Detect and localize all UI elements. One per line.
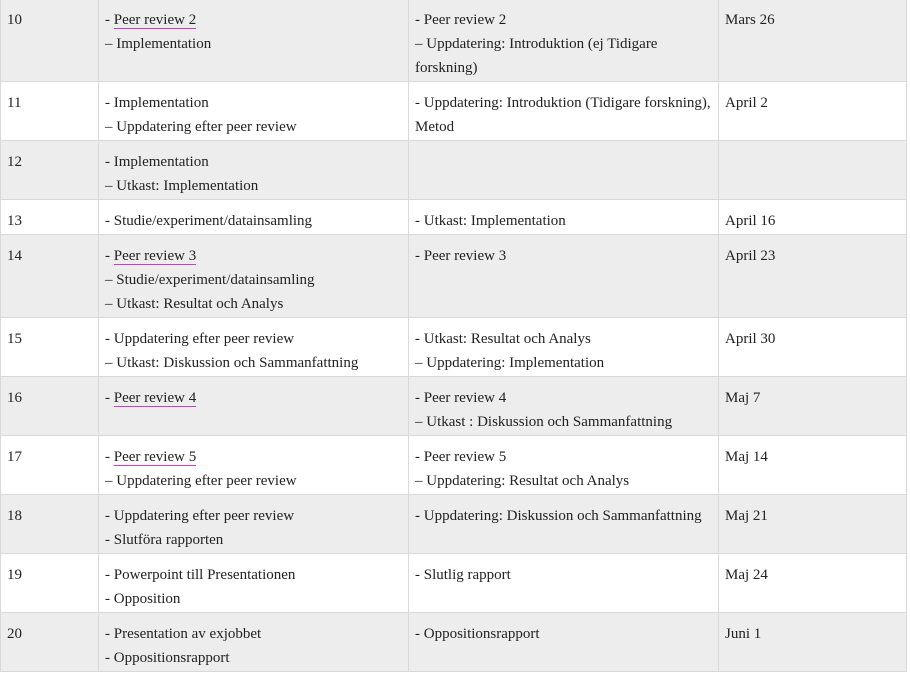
deliverables-cell — [409, 318, 719, 377]
week-number-cell: 11 — [1, 82, 99, 141]
bullet-prefix: - — [415, 390, 424, 406]
due-date-cell: Maj 7 — [719, 377, 907, 436]
table-row — [1, 495, 907, 554]
item-text: Uppdatering: Diskussion och Sammanfattning — [423, 508, 702, 524]
item-text: Uppdatering efter peer review — [113, 508, 295, 524]
due-date-cell: Maj 21 — [719, 495, 907, 554]
bullet-prefix: - — [415, 12, 424, 28]
task-item — [105, 528, 402, 552]
due-date-cell: April 2 — [719, 82, 907, 141]
task-item — [105, 292, 402, 316]
item-text: Utkast: Resultat och Analys — [116, 296, 284, 312]
bullet-prefix: – — [415, 473, 427, 489]
task-item — [105, 209, 402, 233]
bullet-prefix: - — [105, 532, 114, 548]
task-item — [105, 174, 402, 198]
deliverables-cell — [409, 495, 719, 554]
item-text: Peer review 5 — [423, 449, 507, 465]
item-text: Slutlig rapport — [423, 567, 511, 583]
bullet-prefix: - — [415, 95, 424, 111]
due-date-cell: Juni 1 — [719, 613, 907, 672]
task-item — [105, 445, 402, 469]
week-number-cell: 14 — [1, 235, 99, 318]
item-text: Utkast: Diskussion och Sammanfattning — [116, 355, 359, 371]
item-text: Utkast: Implementation — [423, 213, 566, 229]
item-text: Slutföra rapporten — [113, 532, 224, 548]
week-number-cell: 13 — [1, 200, 99, 235]
bullet-prefix: - — [415, 248, 424, 264]
task-item — [105, 32, 402, 56]
item-text: Utkast: Resultat och Analys — [423, 331, 591, 347]
deliverable-item — [415, 327, 712, 351]
bullet-prefix: – — [105, 473, 117, 489]
deliverable-item — [415, 469, 712, 493]
table-row — [1, 0, 907, 82]
item-text: Uppdatering efter peer review — [116, 119, 297, 135]
table-row — [1, 235, 907, 318]
due-date-cell: Maj 14 — [719, 436, 907, 495]
task-item — [105, 587, 402, 611]
item-text: Peer review 3 — [423, 248, 507, 264]
deliverable-item — [415, 622, 712, 646]
deliverable-item — [415, 209, 712, 233]
item-text: Uppdatering: Resultat och Analys — [426, 473, 630, 489]
bullet-prefix: - — [105, 213, 114, 229]
item-text: Implementation — [116, 36, 212, 52]
bullet-prefix: – — [105, 119, 117, 135]
tasks-cell — [99, 495, 409, 554]
bullet-prefix: – — [105, 296, 117, 312]
item-text: Peer review 4 — [423, 390, 507, 406]
deliverable-item — [415, 351, 712, 375]
item-text: Oppositionsrapport — [423, 626, 540, 642]
table-row — [1, 436, 907, 495]
tasks-cell — [99, 377, 409, 436]
deliverable-item — [415, 386, 712, 410]
item-text: Uppdatering: Introduktion (Tidigare forskning), Metod — [415, 95, 711, 135]
deliverable-item — [415, 504, 712, 528]
bullet-prefix: – — [105, 272, 117, 288]
bullet-prefix: - — [105, 95, 114, 111]
deliverable-item — [415, 91, 712, 139]
deliverable-item — [415, 410, 712, 434]
item-text: Uppdatering efter peer review — [113, 331, 295, 347]
item-text: Peer review 2 — [423, 12, 507, 28]
task-item — [105, 244, 402, 268]
peer-review-link[interactable]: Peer review 4 — [113, 390, 197, 406]
task-item — [105, 268, 402, 292]
bullet-prefix: - — [415, 213, 424, 229]
peer-review-link[interactable]: Peer review 2 — [113, 12, 197, 28]
deliverables-cell — [409, 141, 719, 200]
week-number-cell: 18 — [1, 495, 99, 554]
bullet-prefix: - — [415, 567, 424, 583]
deliverable-item — [415, 563, 712, 587]
item-text: Utkast: Implementation — [116, 178, 259, 194]
bullet-prefix: - — [415, 449, 424, 465]
task-item — [105, 469, 402, 493]
bullet-prefix: - — [105, 591, 114, 607]
bullet-prefix: - — [105, 331, 114, 347]
due-date-cell — [719, 141, 907, 200]
task-item — [105, 622, 402, 646]
item-text: Implementation — [113, 154, 209, 170]
tasks-cell — [99, 318, 409, 377]
bullet-prefix: - — [105, 650, 114, 666]
bullet-prefix: – — [415, 355, 427, 371]
deliverables-cell — [409, 200, 719, 235]
peer-review-link[interactable]: Peer review 5 — [113, 449, 197, 465]
deliverables-cell — [409, 436, 719, 495]
deliverables-cell — [409, 613, 719, 672]
due-date-cell: Mars 26 — [719, 0, 907, 82]
task-item — [105, 646, 402, 670]
item-text: Powerpoint till Presentationen — [113, 567, 296, 583]
item-text: Implementation — [113, 95, 209, 111]
peer-review-link[interactable]: Peer review 3 — [113, 248, 197, 264]
week-number-cell: 16 — [1, 377, 99, 436]
task-item — [105, 91, 402, 115]
bullet-prefix: – — [415, 36, 427, 52]
table-row — [1, 318, 907, 377]
bullet-prefix: - — [105, 567, 114, 583]
bullet-prefix: - — [415, 331, 424, 347]
deliverable-item — [415, 244, 712, 268]
tasks-cell — [99, 554, 409, 613]
bullet-prefix: – — [105, 36, 117, 52]
week-number-cell: 19 — [1, 554, 99, 613]
due-date-cell: Maj 24 — [719, 554, 907, 613]
week-number-cell: 20 — [1, 613, 99, 672]
bullet-prefix: - — [105, 390, 114, 406]
due-date-cell: April 23 — [719, 235, 907, 318]
schedule-body — [1, 0, 907, 672]
bullet-prefix: – — [105, 355, 117, 371]
item-text: Opposition — [113, 591, 181, 607]
bullet-prefix: - — [105, 508, 114, 524]
bullet-prefix: - — [105, 248, 114, 264]
deliverable-item — [415, 8, 712, 32]
week-number-cell: 12 — [1, 141, 99, 200]
deliverables-cell — [409, 82, 719, 141]
deliverable-item — [415, 32, 712, 80]
bullet-prefix: - — [105, 12, 114, 28]
tasks-cell — [99, 235, 409, 318]
due-date-cell: April 16 — [719, 200, 907, 235]
tasks-cell — [99, 141, 409, 200]
task-item — [105, 8, 402, 32]
bullet-prefix: - — [105, 449, 114, 465]
item-text: Studie/experiment/datainsamling — [116, 272, 315, 288]
table-row — [1, 554, 907, 613]
table-row — [1, 200, 907, 235]
bullet-prefix: – — [415, 414, 427, 430]
tasks-cell — [99, 82, 409, 141]
deliverables-cell — [409, 554, 719, 613]
due-date-cell: April 30 — [719, 318, 907, 377]
table-row — [1, 82, 907, 141]
task-item — [105, 563, 402, 587]
deliverables-cell — [409, 377, 719, 436]
task-item — [105, 327, 402, 351]
bullet-prefix: - — [105, 626, 114, 642]
week-number-cell: 15 — [1, 318, 99, 377]
week-number-cell: 17 — [1, 436, 99, 495]
tasks-cell — [99, 0, 409, 82]
deliverables-cell — [409, 235, 719, 318]
item-text: Oppositionsrapport — [113, 650, 230, 666]
table-row — [1, 141, 907, 200]
bullet-prefix: - — [415, 626, 424, 642]
bullet-prefix: - — [415, 508, 424, 524]
tasks-cell — [99, 613, 409, 672]
table-row — [1, 377, 907, 436]
item-text: Studie/experiment/datainsamling — [113, 213, 313, 229]
tasks-cell — [99, 200, 409, 235]
item-text: Uppdatering: Implementation — [426, 355, 605, 371]
table-row — [1, 613, 907, 672]
item-text: Utkast : Diskussion och Sammanfattning — [426, 414, 673, 430]
bullet-prefix: - — [105, 154, 114, 170]
tasks-cell — [99, 436, 409, 495]
item-text: Uppdatering efter peer review — [116, 473, 297, 489]
task-item — [105, 115, 402, 139]
deliverable-item — [415, 445, 712, 469]
week-number-cell: 10 — [1, 0, 99, 82]
bullet-prefix: – — [105, 178, 117, 194]
task-item — [105, 351, 402, 375]
task-item — [105, 150, 402, 174]
item-text: Presentation av exjobbet — [113, 626, 262, 642]
task-item — [105, 504, 402, 528]
task-item — [105, 386, 402, 410]
deliverables-cell — [409, 0, 719, 82]
item-text: Uppdatering: Introduktion (ej Tidigare forskning) — [415, 36, 658, 76]
